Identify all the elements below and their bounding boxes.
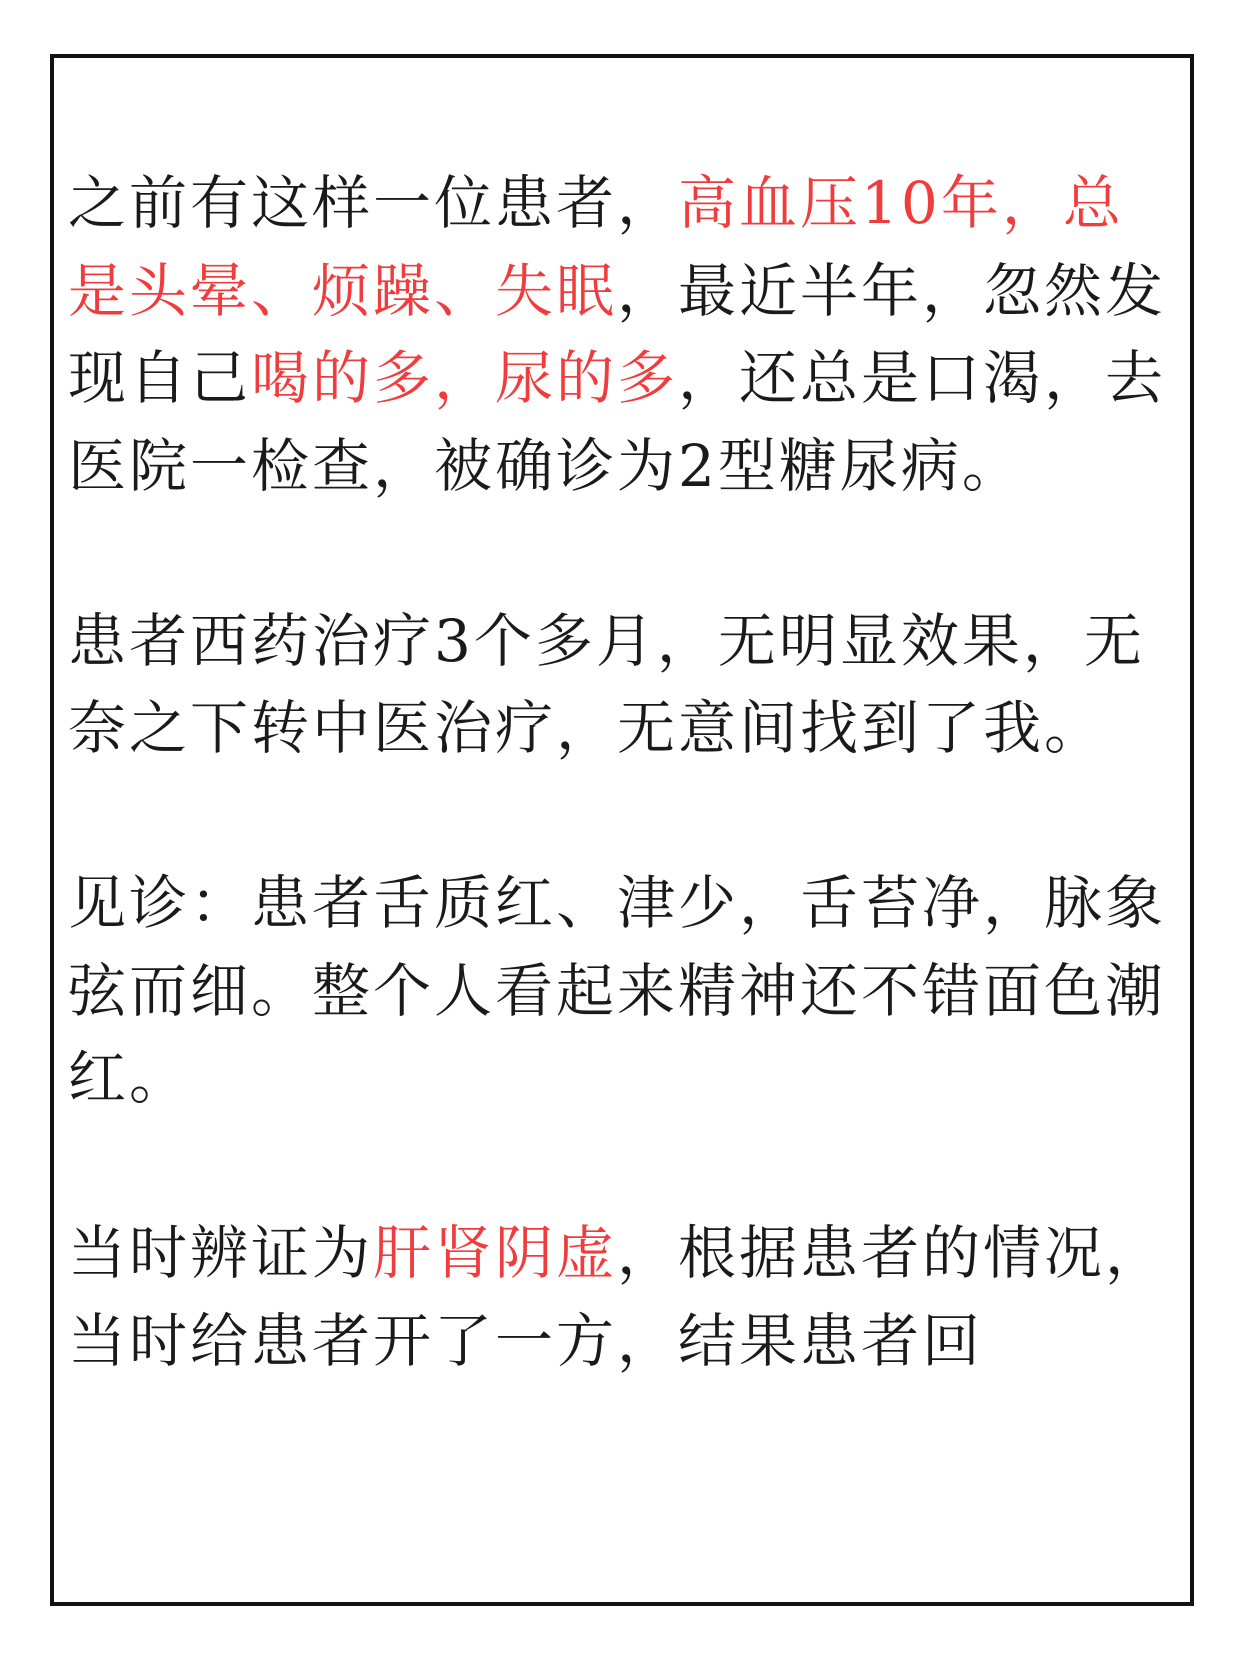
highlighted-diagnosis: 肝肾阴虚 xyxy=(373,1219,618,1287)
text-segment: ，根据患者的情况，当时给患者开了一方，结果患者回 xyxy=(68,1219,1167,1375)
text-segment: 患者西药治疗3个多月，无明显效果，无奈之下转中医治疗，无意间找到了我。 xyxy=(68,606,1145,762)
paragraph-4 xyxy=(68,1210,1178,1385)
paragraph-1 xyxy=(68,160,1178,510)
text-segment: 见诊：患者舌质红、津少，舌苔净，脉象弦而细。整个人看起来精神还不错面色潮红。 xyxy=(68,869,1167,1112)
text-segment: ，最近半年，忽然发现自己 xyxy=(68,256,1167,412)
text-segment: ，还总是口渴，去医院一检查，被确诊为2型糖尿病。 xyxy=(68,344,1167,500)
paragraph-2 xyxy=(68,598,1178,773)
highlighted-symptoms: 高血压10年，总是头晕、烦躁、失眠 xyxy=(68,169,1124,325)
paragraph-3 xyxy=(68,860,1178,1123)
article-body xyxy=(68,160,1178,1473)
text-segment: 之前有这样一位患者， xyxy=(68,169,679,237)
text-card-frame xyxy=(50,54,1194,1606)
highlighted-symptoms: 喝的多，尿的多 xyxy=(251,344,679,412)
text-segment: 当时辨证为 xyxy=(68,1219,374,1287)
